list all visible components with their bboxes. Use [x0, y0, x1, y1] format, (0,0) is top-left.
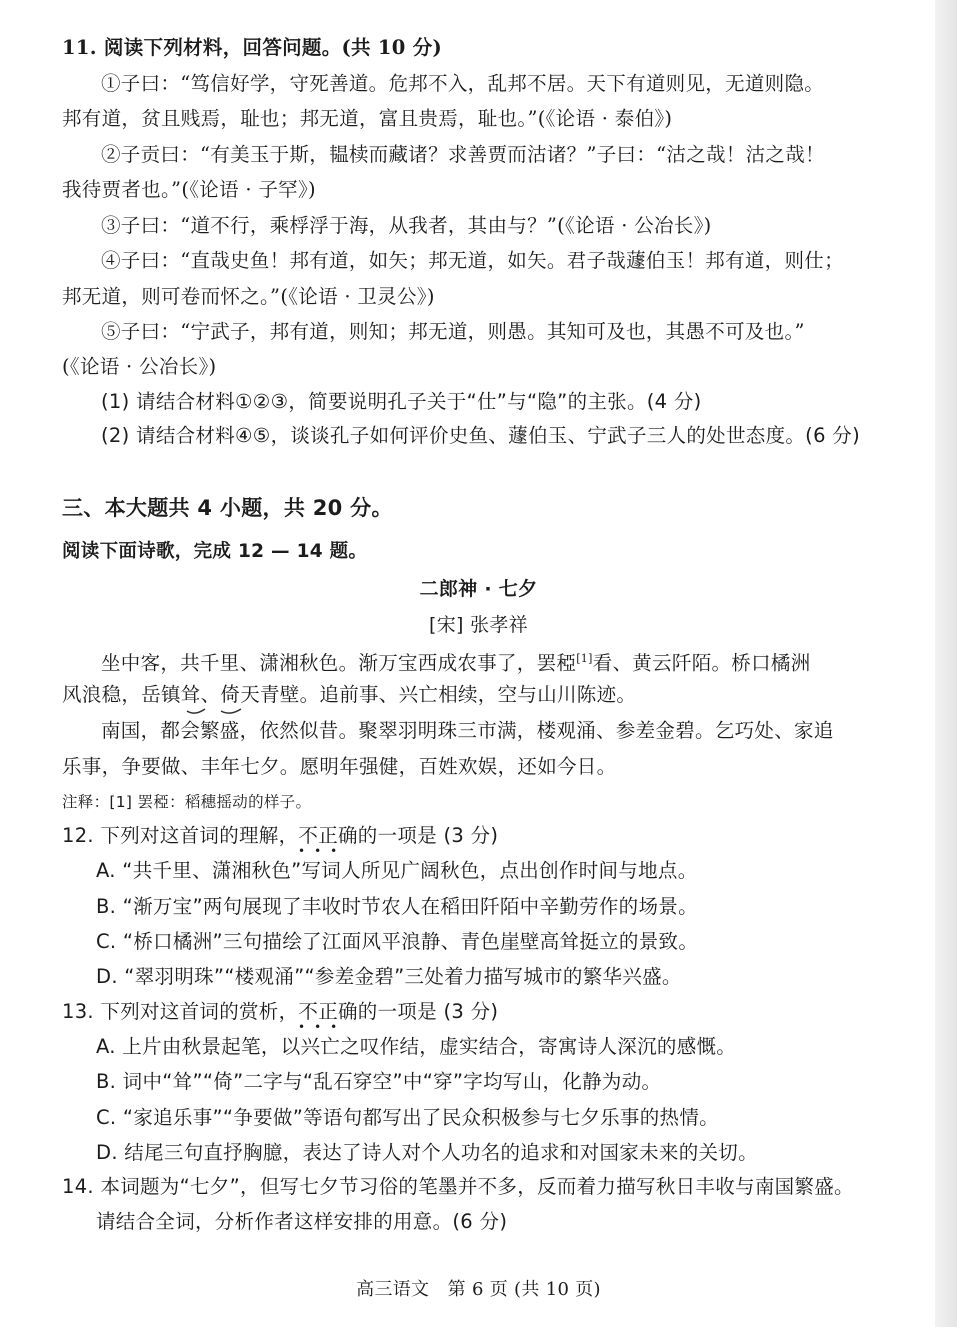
q11-subquestion-1: (1) 请结合材料①②③，简要说明孔子关于“仕”与“隐”的主张。(4 分)	[101, 390, 702, 413]
emphasis-dots: •••	[298, 844, 347, 858]
q12-option-b: B. “渐万宝”两句展现了丰收时节农人在稻田阡陌中辛勤劳作的场景。	[96, 895, 698, 918]
material-3-line-1: ③子曰：“道不行，乘桴浮于海，从我者，其由与？”(《论语 · 公冶长》)	[101, 214, 712, 237]
q14-line-1: 14. 本词题为“七夕”，但写七夕节习俗的笔墨并不多，反而着力描写秋日丰收与南国繁盛。	[62, 1175, 854, 1198]
poem-footnote: 注释：[1] 罢稏：稻穗摇动的样子。	[62, 793, 312, 811]
emphasis-dots: •••	[298, 1020, 347, 1034]
material-5-line-1: ⑤子曰：“宁武子，邦有道，则知；邦无道，则愚。其知可及也，其愚不可及也。”	[101, 320, 805, 343]
q12-stem: 12. 下列对这首词的理解，不正确的一项是 (3 分)	[62, 824, 499, 847]
q12-option-d: D. “翠羽明珠”“楼观涌”“参差金碧”三处着力描写城市的繁华兴盛。	[96, 965, 682, 988]
q11-subquestion-2: (2) 请结合材料④⑤，谈谈孔子如何评价史鱼、蘧伯玉、宁武子三人的处世态度。(6 分)	[101, 424, 861, 447]
q13-option-a: A. 上片由秋景起笔，以兴亡之叹作结，虚实结合，寄寓诗人深沉的感慨。	[96, 1035, 737, 1058]
material-1-line-1: ①子曰：“笃信好学，守死善道。危邦不入，乱邦不居。天下有道则见，无道则隐。	[101, 72, 825, 95]
material-2-line-2: 我待贾者也。”(《论语 · 子罕》)	[62, 178, 316, 201]
footnote-ref: [1]	[576, 652, 593, 665]
poem-stanza-1-line-1	[101, 645, 811, 678]
poem-stanza-2-line-1: 南国，都会繁盛，依然似昔。聚翠羽明珠三市满，楼观涌、参差金碧。乞巧处、家追	[101, 719, 834, 742]
q13-stem: 13. 下列对这首词的赏析，不正确的一项是 (3 分)	[62, 1000, 499, 1023]
q13-option-d: D. 结尾三句直抒胸臆，表达了诗人对个人功名的追求和对国家未来的关切。	[96, 1141, 758, 1164]
poem-author: [宋] 张孝祥	[429, 614, 528, 636]
q13-option-b: B. 词中“耸”“倚”二字与“乱石穿空”中“穿”字均写山，化静为动。	[96, 1070, 662, 1093]
material-5-line-2: (《论语 · 公冶长》)	[62, 355, 217, 378]
section-3-intro: 阅读下面诗歌，完成 12 — 14 题。	[62, 541, 368, 562]
page-footer: 高三语文 第 6 页 (共 10 页)	[356, 1279, 601, 1300]
q12-option-c: C. “桥口橘洲”三句描绘了江面风平浪静、青色崖壁高耸挺立的景致。	[96, 930, 699, 953]
section-3-title: 三、本大题共 4 小题，共 20 分。	[62, 496, 393, 520]
poem-stanza-1-line-2: 风浪稳，岳镇耸、倚天青壁。追前事、兴亡相续，空与山川陈迹。	[62, 683, 637, 706]
poem-text: 坐中客，共千里、潇湘秋色。渐万宝西成农事了，罢稏	[101, 651, 577, 675]
material-4-line-2: 邦无道，则可卷而怀之。”(《论语 · 卫灵公》)	[62, 285, 435, 308]
material-1-line-2: 邦有道，贫且贱焉，耻也；邦无道，富且贵焉，耻也。”(《论语 · 泰伯》)	[62, 107, 673, 130]
material-4-line-1: ④子曰：“直哉史鱼！邦有道，如矢；邦无道，如矢。君子哉蘧伯玉！邦有道，则仕；	[101, 249, 844, 272]
poem-stanza-2-line-2: 乐事，争要做、丰年七夕。愿明年强健，百姓欢娱，还如今日。	[62, 755, 617, 778]
poem-title: 二郎神 · 七夕	[419, 578, 538, 600]
pen-underline-marks	[185, 703, 245, 717]
page-edge-shadow	[935, 0, 957, 1327]
q12-option-a: A. “共千里、潇湘秋色”写词人所见广阔秋色，点出创作时间与地点。	[96, 859, 698, 882]
poem-text: 看、黄云阡陌。桥口橘洲	[592, 651, 811, 675]
q14-line-2: 请结合全词，分析作者这样安排的用意。(6 分)	[96, 1210, 508, 1233]
q11-heading: 11. 阅读下列材料，回答问题。(共 10 分)	[62, 36, 443, 59]
material-2-line-1: ②子贡曰：“有美玉于斯，韫椟而藏诸？求善贾而沽诸？”子曰：“沽之哉！沽之哉！	[101, 143, 825, 166]
q13-option-c: C. “家追乐事”“争要做”等语句都写出了民众积极参与七夕乐事的热情。	[96, 1106, 719, 1129]
